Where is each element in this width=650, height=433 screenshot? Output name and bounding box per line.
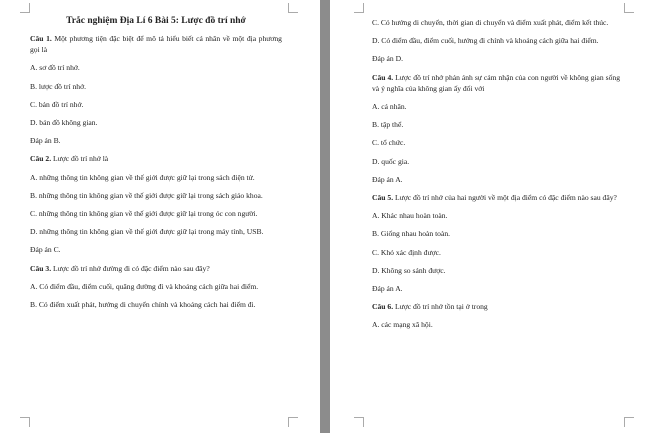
option-d: D. Có điểm đầu, điểm cuối, hướng đi chính và khoảng cách giữa hai điểm.: [372, 36, 599, 46]
answer: Đáp án A.: [372, 174, 403, 184]
option-b: B. Giống nhau hoàn toàn.: [372, 229, 451, 239]
question-text: Lược đồ trí nhớ phản ánh sự cảm nhận của con người về không gian sống và ý nghĩa của không gian ấy đối với: [372, 72, 620, 93]
crop-mark: [20, 417, 30, 427]
crop-mark: [288, 3, 298, 13]
option-c: C. Có hướng di chuyển, thời gian di chuyển và điểm xuất phát, điểm kết thúc.: [372, 18, 609, 27]
crop-mark: [354, 3, 364, 13]
crop-mark: [624, 3, 634, 13]
question-label: Câu 4.: [372, 72, 394, 82]
question-text: Lược đồ trí nhớ là: [51, 154, 109, 164]
question-3: [30, 263, 282, 274]
option-a: A. cá nhân.: [372, 102, 407, 112]
question-1: [30, 33, 282, 55]
option-d: D. những thông tin không gian về thế giới được giữ lại trong máy tính, USB.: [30, 227, 264, 237]
question-text: Một phương tiện đặc biệt để mô tả hiểu biết cá nhân về một địa phương gọi là: [30, 34, 282, 55]
question-2: [30, 153, 282, 164]
page-gutter: [320, 0, 330, 433]
question-text: Lược đồ trí nhớ đường đi có đặc điểm nào sau đây?: [51, 263, 210, 273]
answer: Đáp án C.: [30, 245, 61, 255]
answer: Đáp án D.: [372, 54, 403, 64]
crop-mark: [20, 3, 30, 13]
option-c: C. những thông tin không gian về thế giới được giữ lại trong óc con người.: [30, 209, 258, 219]
option-b: B. những thông tin không gian về thế giới được giữ lại trong sách giáo khoa.: [30, 190, 263, 200]
option-b: B. tập thể.: [372, 120, 404, 130]
option-d: D. bản đồ không gian.: [30, 118, 98, 128]
answer: Đáp án B.: [30, 136, 61, 146]
option-a: A. sơ đồ trí nhớ.: [30, 63, 80, 73]
question-4: [372, 72, 620, 94]
question-label: Câu 1.: [30, 34, 52, 43]
question-text: Lược đồ trí nhớ của hai người về một địa điểm có đặc điểm nào sau đây?: [393, 193, 617, 203]
option-d: D. Không so sánh được.: [372, 265, 446, 275]
option-a: A. Khác nhau hoàn toàn.: [372, 211, 448, 221]
document-page-right: [330, 0, 650, 433]
option-b: B. lược đồ trí nhớ.: [30, 81, 87, 91]
crop-mark: [624, 417, 634, 427]
question-label: Câu 6.: [372, 302, 394, 312]
option-a: A. các mạng xã hội.: [372, 320, 433, 330]
question-text: Lược đồ trí nhớ tồn tại ở trong: [393, 302, 488, 312]
option-c: C. bản đồ trí nhớ.: [30, 99, 84, 109]
question-label: Câu 5.: [372, 193, 394, 203]
crop-mark: [288, 417, 298, 427]
option-b: B. Có điểm xuất phát, hướng di chuyển chính và khoảng cách hai điểm đi.: [30, 300, 256, 310]
option-d: D. quốc gia.: [372, 156, 410, 166]
question-6: [372, 301, 620, 312]
question-label: Câu 3.: [30, 263, 52, 273]
document-title: Trắc nghiệm Địa Lí 6 Bài 5: Lược đồ trí nhớ: [66, 16, 246, 26]
option-a: A. những thông tin không gian về thế giới được giữ lại trong sách điện tử.: [30, 172, 255, 182]
crop-mark: [354, 417, 364, 427]
option-a: A. Có điểm đầu, điểm cuối, quãng đường đi và khoảng cách giữa hai điểm.: [30, 281, 259, 291]
question-label: Câu 2.: [30, 154, 52, 164]
question-5: [372, 192, 620, 203]
document-page-left: [0, 0, 320, 433]
option-c: C. tổ chức.: [372, 138, 406, 148]
answer: Đáp án A.: [372, 284, 403, 294]
option-c: C. Khó xác định được.: [372, 247, 441, 257]
